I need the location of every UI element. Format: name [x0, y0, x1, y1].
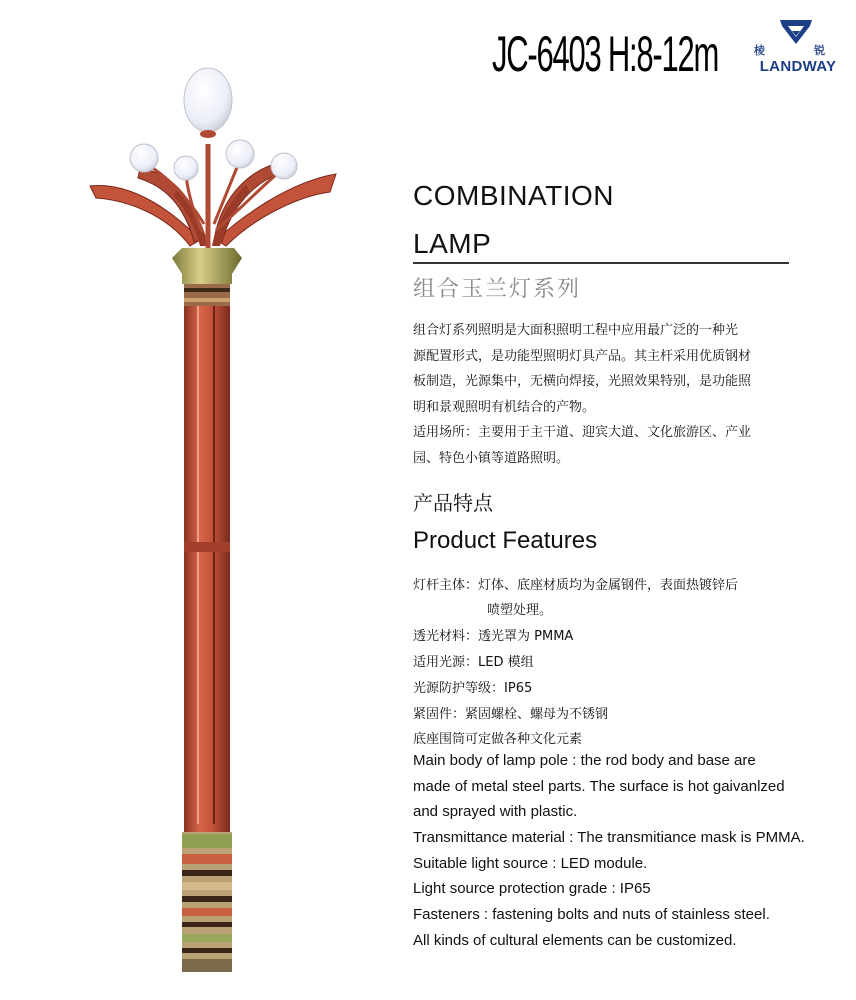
spec-row: [413, 728, 582, 747]
lamp-illustration: [86, 64, 346, 976]
brand-cn-right: 锐: [814, 44, 825, 57]
lamp-globe: [130, 144, 158, 172]
heading-line1: COMBINATION: [413, 180, 614, 211]
lamp-globe-top: [184, 68, 232, 132]
spec-value: 底座围筒可定做各种文化元素: [413, 732, 583, 747]
brand-cn-left: 棱: [754, 44, 765, 57]
brand-logo: [752, 18, 844, 78]
spec-label: 紧固件：: [413, 707, 466, 722]
spec-label: 适用光源：: [413, 655, 479, 670]
spec-row: [413, 625, 573, 644]
english-line: Transmittance material : The transmitiance mask is PMMA.: [413, 829, 805, 846]
english-line: Light source protection grade : IP65: [413, 880, 651, 897]
brand-name: LANDWAY: [759, 58, 837, 75]
english-line: made of metal steel parts. The surface is hot gaivanlzed: [413, 778, 785, 795]
english-line: All kinds of cultural elements can be customized.: [413, 932, 737, 949]
english-line: Main body of lamp pole : the rod body and base are: [413, 752, 756, 769]
intro-line: 明和景观照明有机结合的产物。: [413, 399, 596, 415]
intro-text: [413, 318, 803, 471]
intro-line: 园、特色小镇等道路照明。: [413, 450, 570, 466]
spec-value: 紧固螺栓、螺母为不锈钢: [465, 707, 609, 722]
features-heading-cn: 产品特点: [413, 491, 493, 515]
spec-row: [413, 677, 532, 696]
heading-divider: [413, 262, 789, 264]
lamp-globe: [226, 140, 254, 168]
heading-line2: LAMP: [413, 228, 492, 259]
intro-line: 适用场所：主要用于主干道、迎宾大道、文化旅游区、产业: [413, 425, 752, 440]
spec-label: 透光材料：: [413, 629, 479, 644]
spec-row: [413, 703, 608, 722]
series-subtitle: 组合玉兰灯系列: [413, 277, 582, 302]
intro-line: 源配置形式，是功能型照明灯具产品。其主杆采用优质钢材: [413, 348, 752, 364]
english-line: Fasteners : fastening bolts and nuts of stainless steel.: [413, 906, 770, 923]
spec-row: [413, 651, 534, 670]
intro-line: 板制造，光源集中，无横向焊接，光照效果特别，是功能照: [413, 374, 752, 389]
spec-value: 灯体、底座材质均为金属钢件，表面热镀锌后: [478, 578, 739, 593]
lamp-collar: [172, 248, 242, 284]
intro-line: 组合灯系列照明是大面积照明工程中应用最广泛的一种光: [413, 323, 739, 338]
spec-value: IP65: [504, 681, 533, 696]
spec-value: LED 模组: [478, 655, 534, 670]
english-line: Suitable light source : LED module.: [413, 855, 648, 872]
model-title: JC-6403 H:8-12m: [492, 26, 719, 82]
spec-value: 透光罩为 PMMA: [478, 629, 574, 644]
spec-row: [413, 574, 738, 593]
english-line: and sprayed with plastic.: [413, 803, 578, 820]
features-heading-en: Product Features: [413, 527, 598, 554]
lamp-globe: [271, 153, 297, 179]
spec-continuation: 喷塑处理。: [487, 603, 553, 618]
spec-label: 灯杆主体：: [413, 578, 479, 593]
spec-label: 光源防护等级：: [413, 681, 505, 696]
landway-emblem-icon: [776, 18, 816, 46]
lamp-globe: [174, 156, 198, 180]
